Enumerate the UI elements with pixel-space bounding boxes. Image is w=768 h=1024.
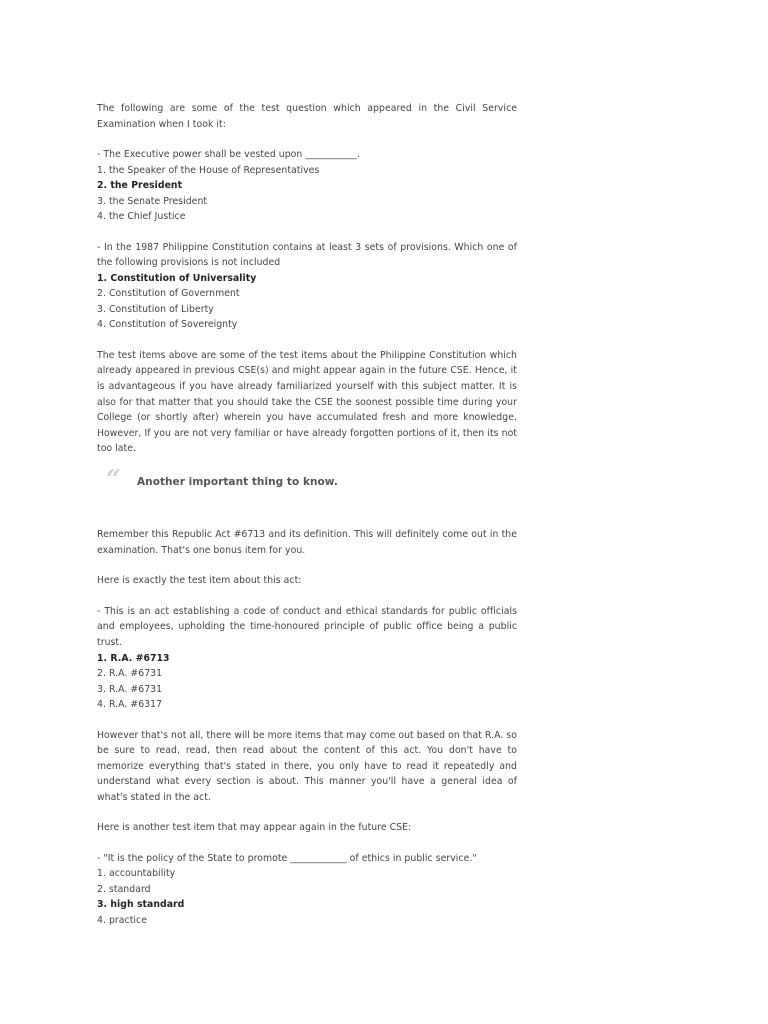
answer-option: 1. accountability (97, 868, 176, 880)
pull-quote-text: Another important thing to know. (137, 476, 338, 489)
constitution-paragraph: The test items above are some of the test items about the Philippine Constitution which already appeared in previous CSE(s) and might appear again in the future CSE. Hence, it is advantageous if you have already familiarized yourself with this subject matter. It is also for that matter that you should take the CSE the soonest possible time during your College (or shortly after) wherein you have accumulated fresh and more knowledge. However, If you are not very familiar or have already forgotten portions of it, then its not too late. (97, 349, 517, 455)
correct-answer-option: 1. R.A. #6713 (97, 652, 170, 664)
another-item-intro: Here is another test item that may appear again in the future CSE: (97, 822, 412, 834)
answer-option: 2. Constitution of Government (97, 288, 240, 300)
question-block-1 (97, 147, 517, 225)
answer-option: 4. R.A. #6317 (97, 699, 163, 710)
answer-option: 3. Constitution of Liberty (97, 303, 214, 315)
question-block-4 (97, 851, 517, 929)
question-text: - The Executive power shall be vested upon ___________. (97, 149, 361, 161)
answer-option: 4. practice (97, 914, 147, 926)
correct-answer-option: 3. high standard (97, 899, 185, 911)
answer-option: 4. Constitution of Sovereignty (97, 319, 238, 331)
however-paragraph: However that's not all, there will be more items that may come out based on that R.A. so be sure to read, read, then read about the content of this act. You don't have to memorize everything that's stated in there, you only have to read it repeatedly and understand what every section is about. This manner you'll have a general idea of what's stated in the act. (97, 729, 517, 803)
answer-option: 2. R.A. #6731 (97, 668, 163, 679)
question-text: - In the 1987 Philippine Constitution contains at least 3 sets of provisions. Which one of the following provisions is not included (97, 241, 517, 269)
quote-mark-icon: “ (106, 465, 122, 496)
answer-option: 2. standard (97, 883, 151, 895)
question-text: - This is an act establishing a code of conduct and ethical standards for public officials and employees, upholding the time-honoured principle of public office being a public trust. (97, 605, 517, 648)
article-body (97, 101, 517, 928)
answer-option: 4. the Chief Justice (97, 211, 186, 223)
answer-option: 1. the Speaker of the House of Representatives (97, 164, 320, 176)
remember-paragraph: Remember this Republic Act #6713 and its definition. This will definitely come out in the examination. That's one bonus item for you. (97, 529, 517, 556)
correct-answer-option: 2. the President (97, 180, 183, 192)
question-block-2 (97, 240, 517, 333)
intro-paragraph: The following are some of the test question which appeared in the Civil Service Examination when I took it: (97, 103, 517, 130)
question-block-3 (97, 604, 517, 713)
correct-answer-option: 1. Constitution of Universality (97, 272, 257, 284)
pull-quote (97, 465, 517, 509)
answer-option: 3. R.A. #6731 (97, 683, 163, 695)
answer-option: 3. the Senate President (97, 195, 208, 207)
question-text: - "It is the policy of the State to promote ____________ of ethics in public service." (97, 852, 477, 864)
test-item-intro: Here is exactly the test item about this act: (97, 575, 302, 587)
